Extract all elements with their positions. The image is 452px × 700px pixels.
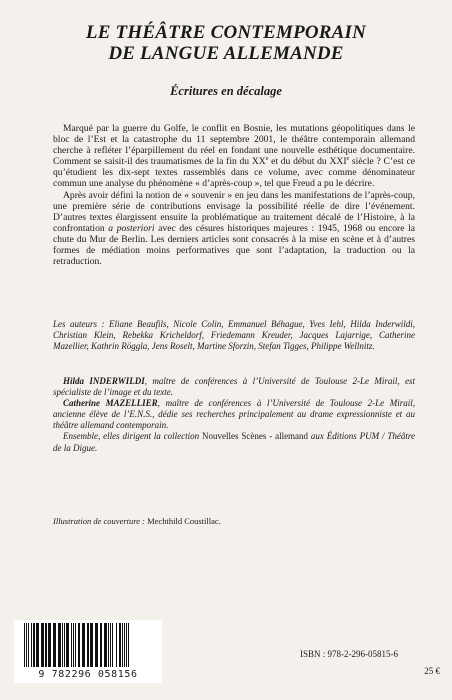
price: 25 € bbox=[424, 666, 440, 676]
barcode-number: 9 782296 058156 bbox=[38, 669, 138, 680]
book-subtitle: Écritures en décalage bbox=[170, 84, 282, 98]
summary-paragraph-1: Marqué par la guerre du Golfe, le conflit en Bosnie, les mutations géopolitiques dans le bloc de l’Est et la catastrophe du 11 septembre 2001, le théâtre contemporain allemand cherche à refléter l’éparpillement du réel en fondant une nouvelle esthétique documentaire. Comment se saisit-il des traumatismes de la fin du XXe et du début du XXIe siècle ? C’est ce qu’étudient les dix-sept textes rassemblés dans ce volume, avec comme dénominateur commun une analyse du phénomène « d’après-coup », tel que Freud a pu le décrire. bbox=[53, 123, 415, 190]
title-line-2: DE LANGUE ALLEMANDE bbox=[108, 43, 344, 64]
book-title bbox=[0, 22, 452, 64]
bio-together: Ensemble, elles dirigent la collection Nouvelles Scènes - allemand aux Éditions PUM / Théâtre de la Digue. bbox=[53, 431, 416, 453]
illustration-credit: Illustration de couverture : Mechthild Coustillac. bbox=[53, 516, 221, 526]
authors-list: Les auteurs : Eliane Beaufils, Nicole Colin, Emmanuel Béhague, Yves Iehl, Hilda Inderwildi, Christian Klein, Rebekka Kricheldorf, Friedemann Kreuder, Jacques Lajarrige, Catherine Mazellier, Kathrin Röggla, Jens Roselt, Martine Sforzin, Stefan Tigges, Philippe Wellnitz. bbox=[53, 319, 415, 352]
isbn: ISBN : 978-2-296-05815-6 bbox=[300, 649, 398, 659]
editor-name: Catherine MAZELLIER bbox=[63, 398, 158, 409]
barcode bbox=[14, 620, 162, 683]
barcode-bars-icon bbox=[22, 623, 154, 669]
summary-paragraph-2: Après avoir défini la notion de « souvenir » en jeu dans les manifestations de l’après-coup, une première série de contributions envisage la possibilité réelle de dire l’événement. D’autres textes élargissent ensuite la problématique au traitement décalé de l’Histoire, à la confrontation a posteriori avec des césures historiques majeures : 1945, 1968 ou encore la chute du Mur de Berlin. Les derniers articles sont consacrés à la mise en scène et à d’autres formes de médiation moins performatives que sont l’adaptation, la traduction ou la retraduction. bbox=[53, 189, 415, 268]
editor-bios bbox=[53, 376, 415, 454]
title-line-1: LE THÉÂTRE CONTEMPORAIN bbox=[85, 22, 367, 43]
editor-name: Hilda INDERWILDI bbox=[63, 376, 145, 386]
bio-catherine: Catherine MAZELLIER, maître de conférences à l’Université de Toulouse 2-Le Mirail, ancienne élève de l’E.N.S., dédie ses recherches principalement au drame expressionniste et au théâtre allemand contemporain. bbox=[53, 398, 415, 431]
summary-text bbox=[53, 123, 415, 267]
bio-hilda: Hilda INDERWILDI, maître de conférences à l’Université de Toulouse 2-Le Mirail, est spécialiste de l’image et du texte. bbox=[53, 376, 415, 398]
collection-name: Nouvelles Scènes - allemand bbox=[202, 431, 309, 442]
